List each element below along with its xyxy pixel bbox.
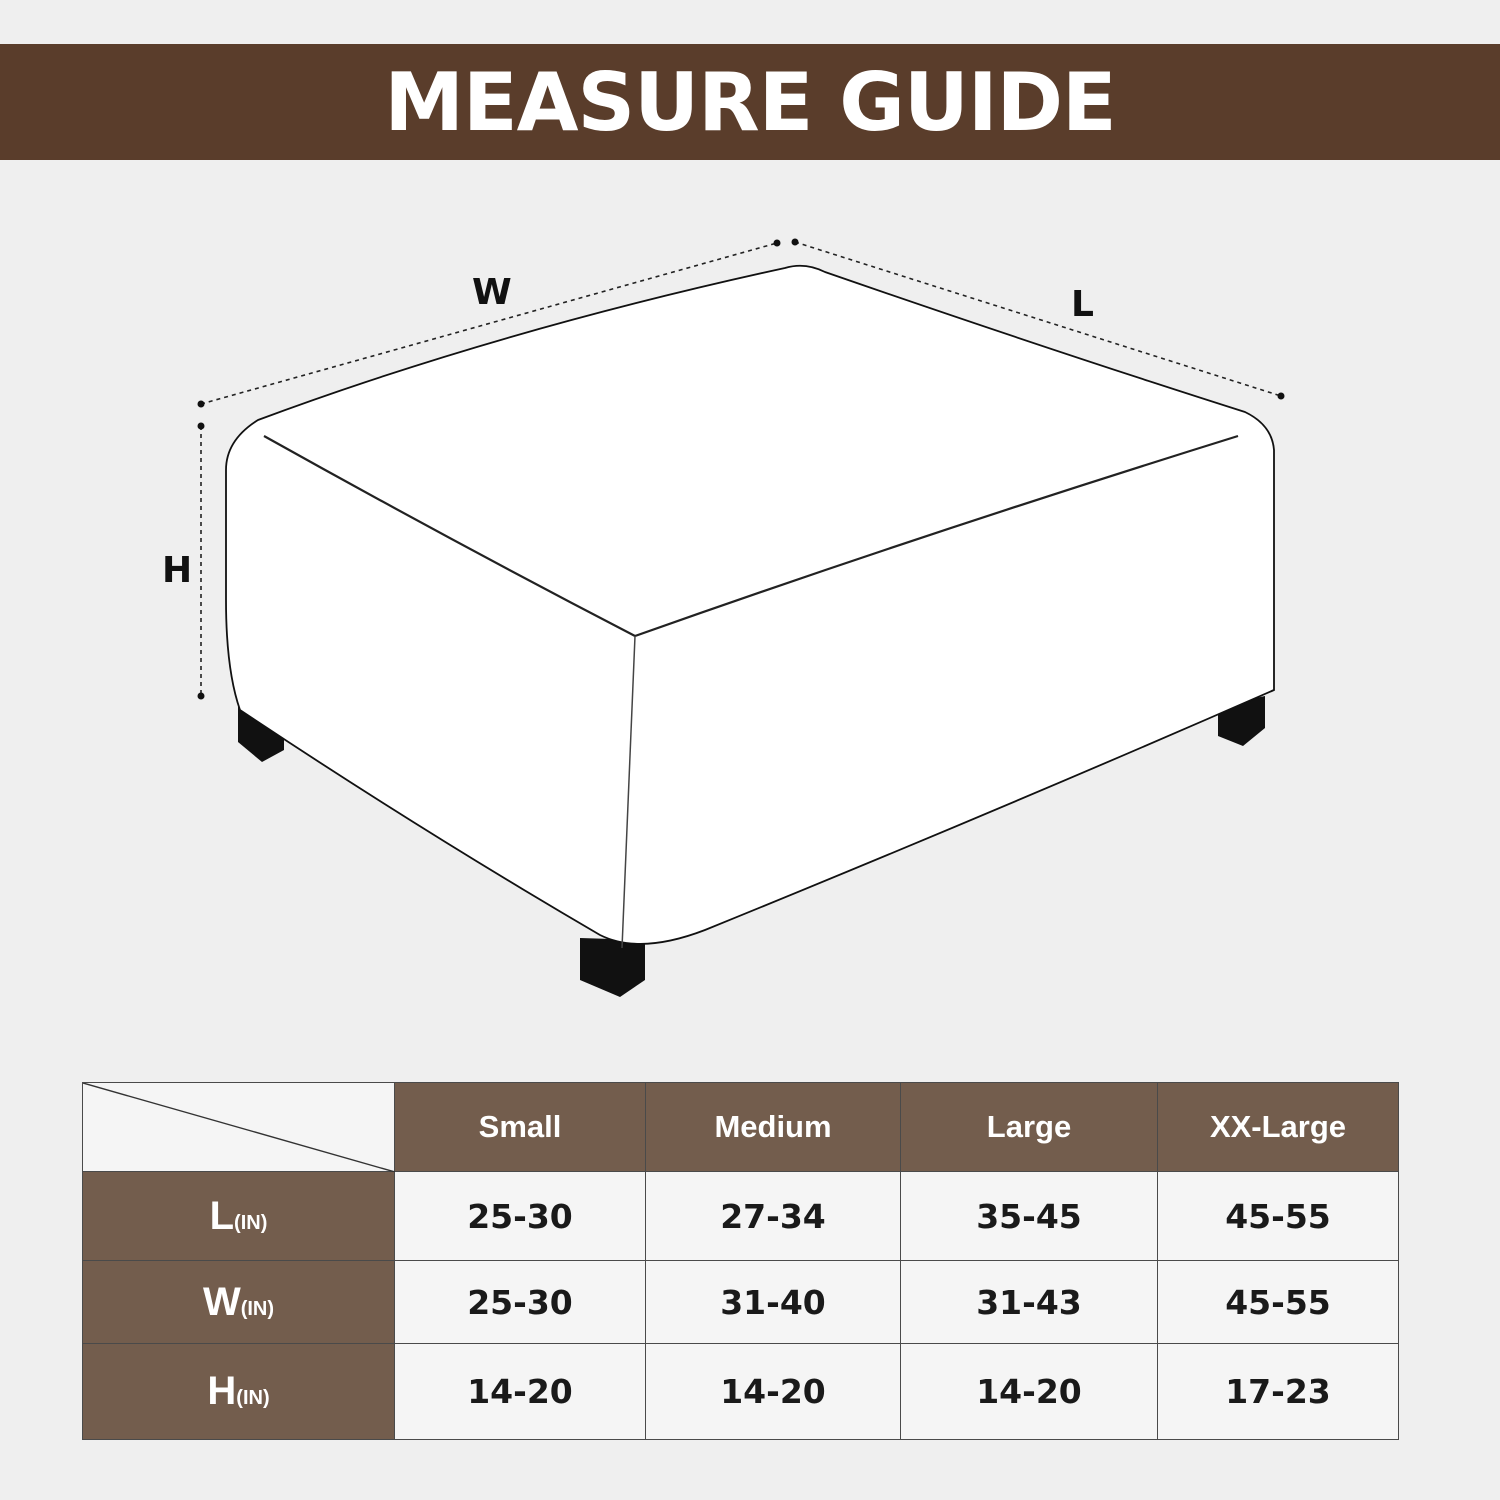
table-row <box>83 1261 1399 1344</box>
unit-label: (IN) <box>234 1211 268 1234</box>
table-cell: 45-55 <box>1158 1261 1399 1344</box>
dimension-dot <box>1278 393 1285 400</box>
table-cell: 14-20 <box>395 1344 646 1440</box>
dimension-dot <box>198 693 205 700</box>
dimension-dot <box>198 423 205 430</box>
table-cell: 14-20 <box>646 1344 901 1440</box>
row-header-height: H(IN) <box>83 1344 395 1440</box>
column-header-medium: Medium <box>646 1083 901 1172</box>
size-chart-table <box>82 1082 1399 1440</box>
table-row <box>83 1172 1399 1261</box>
dimension-dot <box>198 401 205 408</box>
table-cell: 25-30 <box>395 1172 646 1261</box>
table-cell: 35-45 <box>901 1172 1158 1261</box>
column-header-small: Small <box>395 1083 646 1172</box>
table-header-row <box>83 1083 1399 1172</box>
ottoman-body <box>226 266 1274 944</box>
leg-front <box>580 938 645 997</box>
corner-diagonal <box>83 1083 395 1172</box>
row-header-length: L(IN) <box>83 1172 395 1261</box>
width-label: W <box>472 272 512 313</box>
column-header-large: Large <box>901 1083 1158 1172</box>
table-cell: 17-23 <box>1158 1344 1399 1440</box>
unit-label: (IN) <box>240 1297 275 1320</box>
page-title: MEASURE GUIDE <box>384 55 1116 149</box>
row-header-width: W(IN) <box>83 1261 395 1344</box>
dimension-dot <box>774 240 781 247</box>
table-cell: 27-34 <box>646 1172 901 1261</box>
length-label: L <box>1071 284 1094 325</box>
dimension-dot <box>792 239 799 246</box>
unit-label: (IN) <box>236 1387 270 1409</box>
table-cell: 31-43 <box>901 1261 1158 1344</box>
table-corner-cell <box>83 1083 395 1172</box>
column-header-xx-large: XX-Large <box>1158 1083 1399 1172</box>
table-cell: 25-30 <box>395 1261 646 1344</box>
height-label: H <box>162 550 193 591</box>
table-cell: 31-40 <box>646 1261 901 1344</box>
table-cell: 14-20 <box>901 1344 1158 1440</box>
table-row <box>83 1344 1399 1440</box>
table-cell: 45-55 <box>1158 1172 1399 1261</box>
